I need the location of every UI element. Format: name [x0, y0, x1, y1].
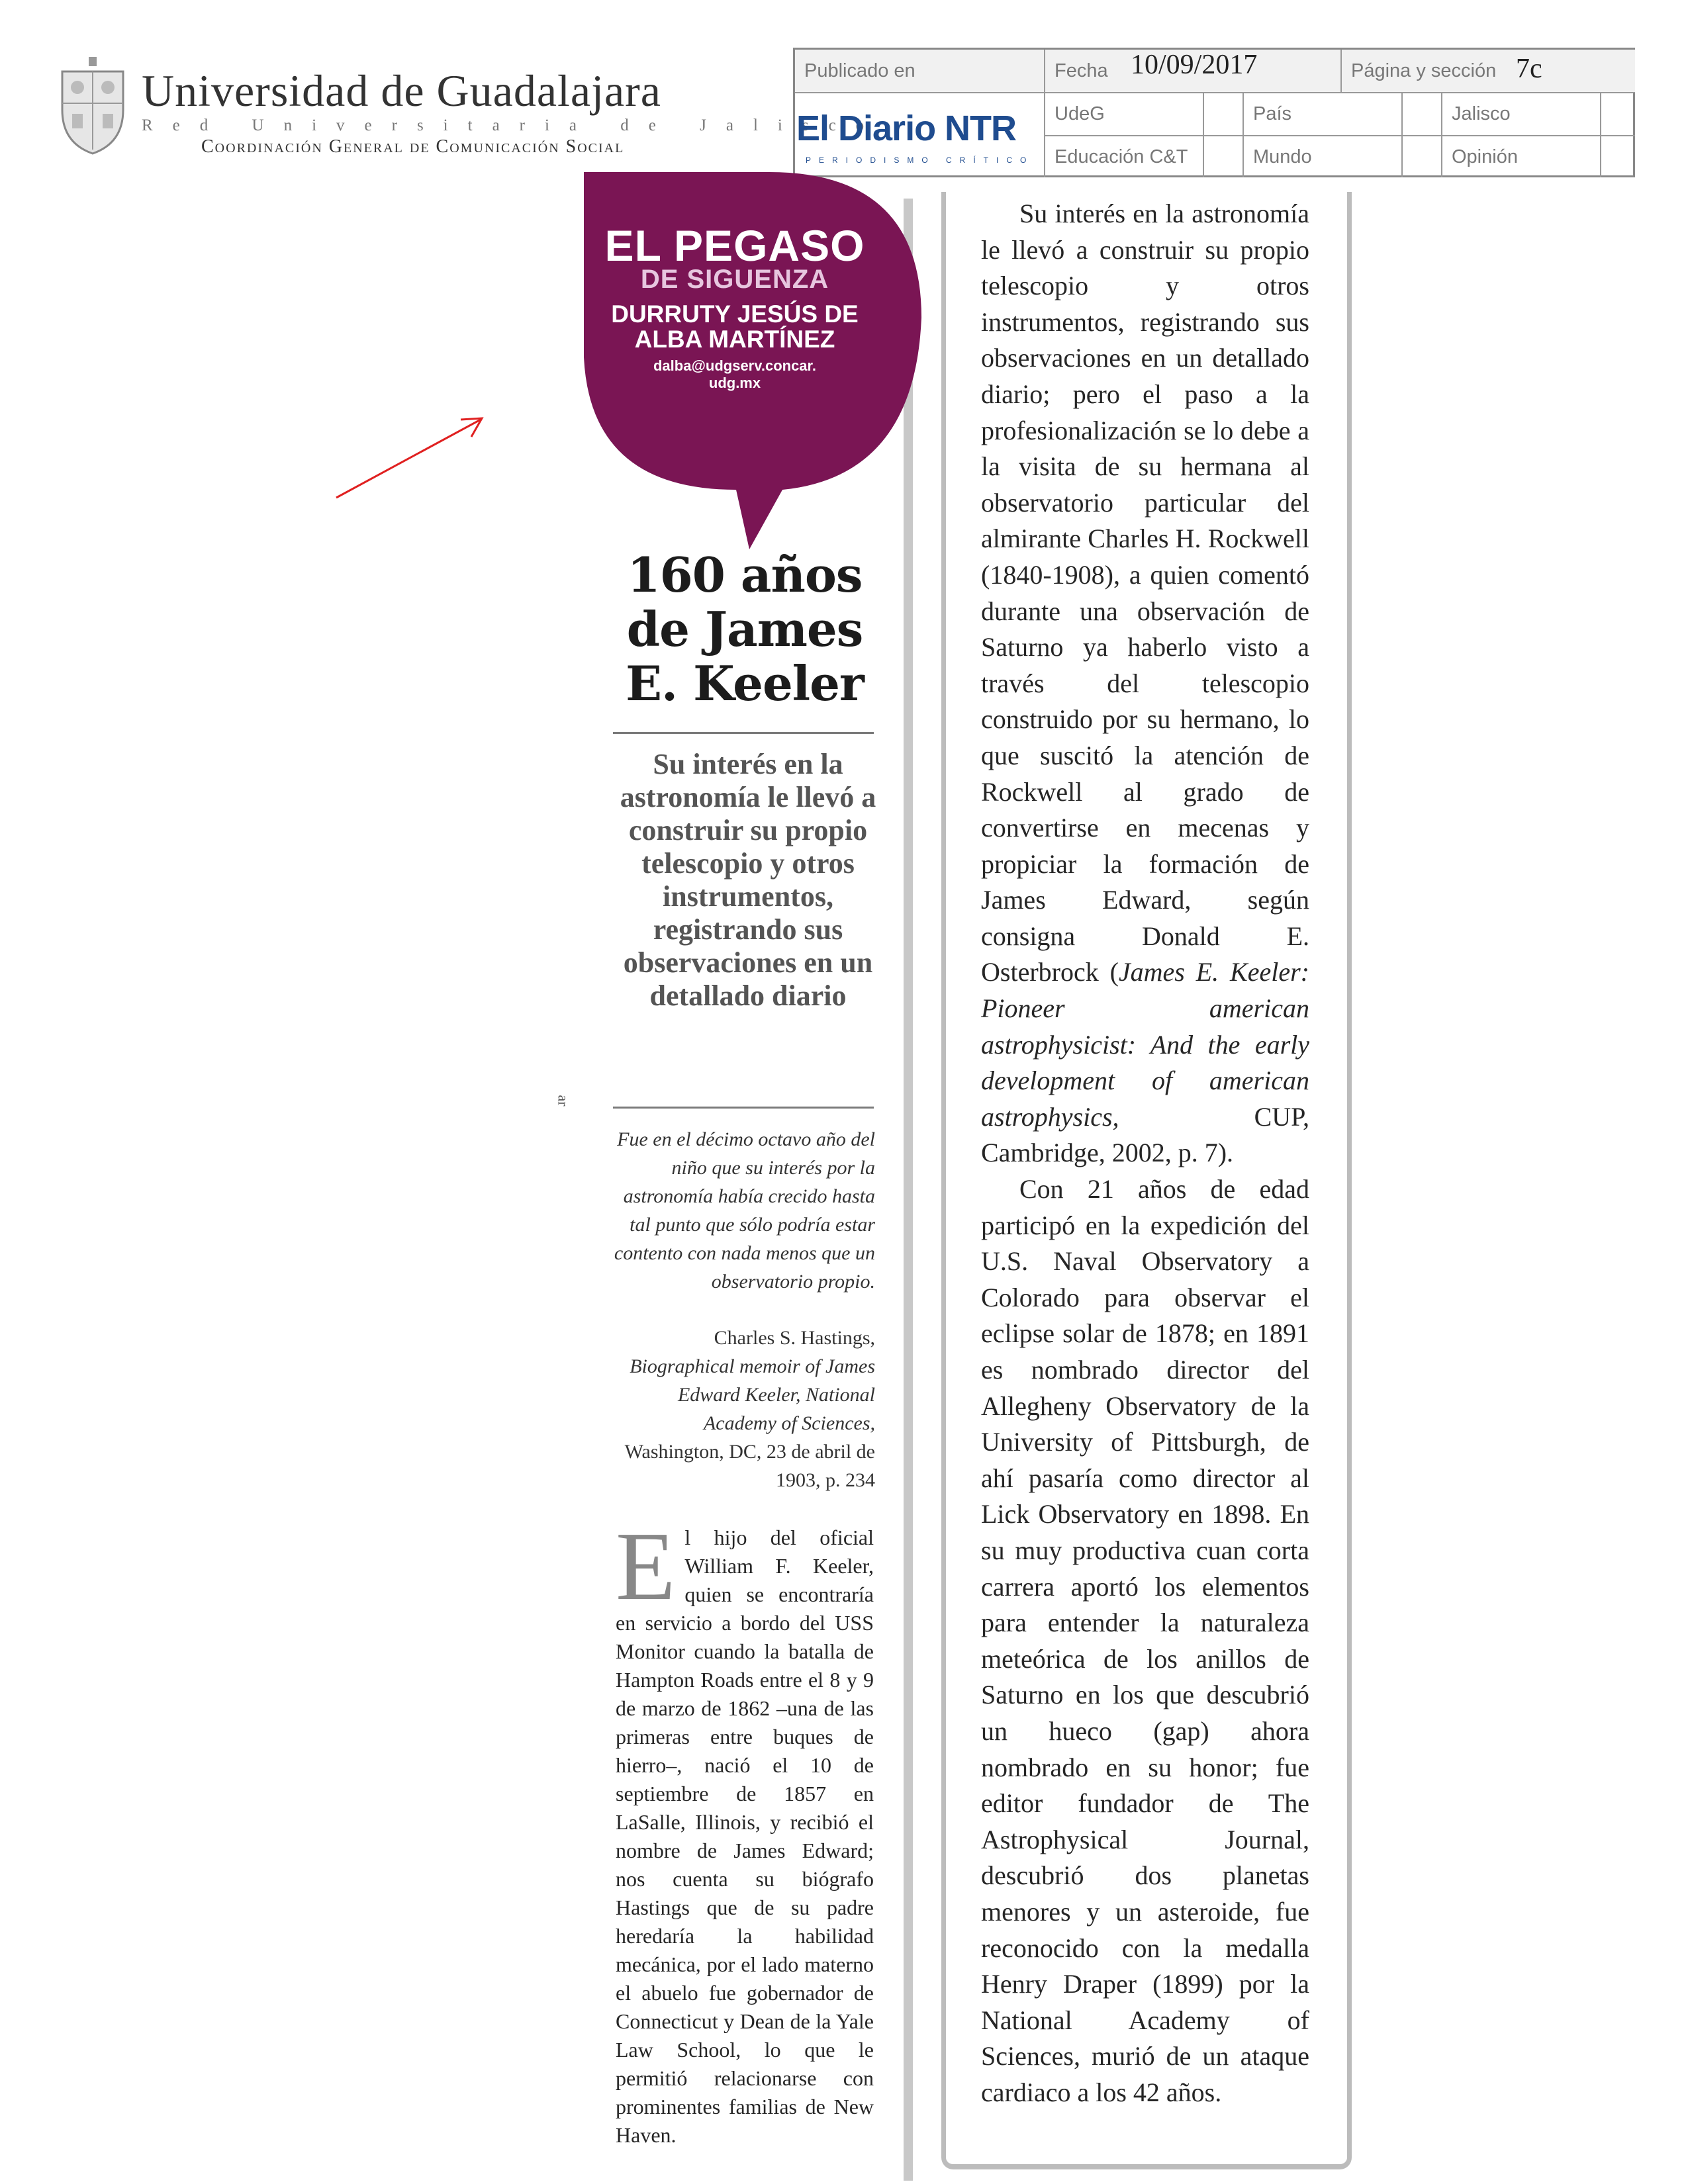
article-body-right	[981, 196, 1309, 2111]
book-title: James E. Keeler: Pioneer american astrophysicist: And the early development of american astrophysics,	[981, 957, 1309, 1132]
body-right-p1-part-b: CUP, Cambridge, 2002, p. 7).	[981, 1101, 1309, 1168]
drop-cap: E	[616, 1512, 676, 1621]
section-pais: País	[1244, 93, 1403, 136]
body-right-paragraph-2: Con 21 años de edad participó en la expedición del U.S. Naval Observatory a Colorado para observar el eclipse solar de 1878; en 1891 es nombrado director del Allegheny Observatory de la University of Pittsburgh, de ahí pasaría como director al Lick Observatory en 1898. En su muy productiva cuan corta carrera aportó los elementos para entender la naturaleza meteórica de los anillos de Saturno en los que descubrió un hueco (gap) ahora nombrado en su honor; fue editor fundador de The Astrophysical Journal, descubrió dos planetas menores y un asteroide, fue reconocido con la medalla Henry Draper (1899) por la National Academy of Sciences, murió de un ataque cardiaco a los 42 años.	[981, 1174, 1309, 2107]
ntr-tagline: PERIODISMO CRÍTICO	[806, 156, 1035, 165]
author-name	[583, 302, 887, 352]
side-mark: ar	[555, 1095, 572, 1107]
column-subname: DE SIGUENZA	[640, 265, 829, 294]
university-name: Universidad de Guadalajara	[142, 66, 661, 116]
article-body-left	[616, 1512, 874, 2150]
column-header	[583, 221, 887, 392]
epigraph-quote: Fue en el décimo octavo año del niño que su interés por la astronomía había crecido hasta tal punto que sólo podría estar contento con nada menos que un observatorio propio.	[614, 1128, 875, 1293]
university-network	[142, 116, 884, 135]
fecha-value: 10/09/2017	[1131, 50, 1258, 80]
body-right-p1-part-a: Su interés en la astronomía le llevó a construir su propio telescopio y otros instrumentos, registrando sus observaciones en un detallado diario; pero el paso a la profesionalización se lo debe a la visita de su hermana al observatorio particular del almirante Charles H. Rockwell (1840-1908), a quien comentó durante una observación de Saturno ya haberlo visto a través del telescopio construido por su hermano, lo que suscitó la atención de Rockwell al grado de convertirse en mecenas y propiciar la formación de James Edward, según consigna Donald E. Osterbrock (	[981, 199, 1309, 987]
section-mundo: Mundo	[1244, 136, 1403, 177]
section-check-mundo	[1403, 136, 1442, 177]
headline-line-3: E. Keeler	[626, 655, 864, 711]
column-name: EL PEGASO	[604, 221, 865, 270]
cite-title: Biographical memoir of James Edward Keeler, National Academy of Sciences,	[630, 1355, 875, 1434]
pagina-value: 7c	[1516, 54, 1542, 84]
cite-author: Charles S. Hastings,	[714, 1327, 875, 1349]
red-arrow-icon	[331, 410, 490, 503]
section-check-educacion	[1204, 136, 1244, 177]
epigraph-citation	[609, 1324, 875, 1494]
fecha-label: Fecha	[1045, 50, 1342, 93]
publicado-en-label: Publicado en	[795, 50, 1045, 93]
section-check-pais	[1403, 93, 1442, 136]
university-network-text: Red Universitaria de Jalisco	[142, 116, 884, 134]
coordination-name: Coordinación General de Comunicación Social	[201, 136, 625, 157]
author-email-line-2: udg.mx	[708, 375, 761, 391]
body-left-text: l hijo del oficial William F. Keeler, quien se encontraría en servicio a bordo del USS Monitor cuando la batalla de Hampton Roads entre el 8 y 9 de marzo de 1862 –una de las primeras entre buques de hierro–, nació el 10 de septiembre de 1857 en LaSalle, Illinois, y recibió el nombre de James Edward; nos cuenta su biógrafo Hastings que de su padre heredaría la habilidad mecánica, por el lado materno el abuelo fue gobernador de Connecticut y Dean de la Yale Law School, lo que le permitió relacionarse con prominentes familias de New Haven.	[616, 1525, 874, 2147]
headline-line-1: 160 años	[627, 547, 863, 603]
headline-line-2: de James	[626, 601, 863, 657]
section-educacion: Educación C&T	[1045, 136, 1204, 177]
dek-divider	[613, 1107, 874, 1109]
section-check-jalisco	[1601, 93, 1635, 136]
university-seal-icon	[56, 57, 130, 155]
cite-rest: Washington, DC, 23 de abril de 1903, p. 234	[624, 1441, 875, 1491]
section-check-opinion	[1601, 136, 1635, 177]
section-jalisco: Jalisco	[1442, 93, 1601, 136]
article-headline	[583, 548, 907, 711]
section-udeg: UdeG	[1045, 93, 1204, 136]
section-opinion: Opinión	[1442, 136, 1601, 177]
author-email-line-1: dalba@udgserv.concar.	[653, 357, 817, 374]
author-email	[583, 357, 887, 392]
body-right-paragraph-1	[981, 196, 1309, 1171]
author-line-1: DURRUTY JESÚS DE	[611, 300, 859, 328]
ntr-logo-text: El Diario NTR	[796, 109, 1017, 148]
pagina-label: Página y sección	[1342, 50, 1635, 93]
headline-divider	[613, 732, 874, 734]
section-check-udeg	[1204, 93, 1244, 136]
author-line-2: ALBA MARTÍNEZ	[634, 326, 835, 353]
article-dek: Su interés en la astronomía le llevó a construir su propio telescopio y otros instrumentos, registrando sus observaciones en un detallado diario	[620, 748, 876, 1012]
